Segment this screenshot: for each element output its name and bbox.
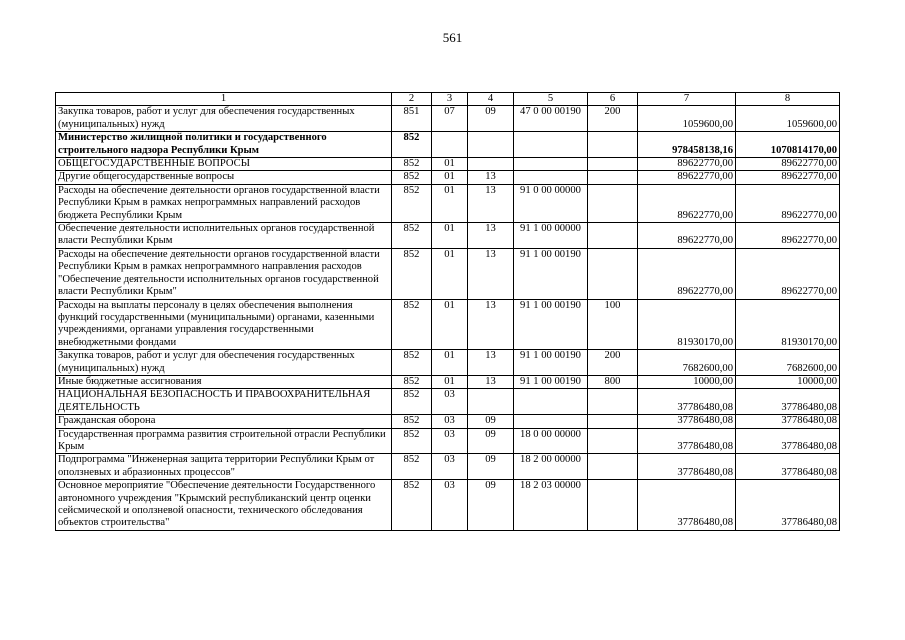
col7-amount-cell: 37786480,08 <box>638 389 736 415</box>
row-name-cell: НАЦИОНАЛЬНАЯ БЕЗОПАСНОСТЬ И ПРАВООХРАНИТЕЛЬНАЯ ДЕЯТЕЛЬНОСТЬ <box>56 389 392 415</box>
col4-cell: 13 <box>468 184 514 222</box>
row-name-cell: ОБЩЕГОСУДАРСТВЕННЫЕ ВОПРОСЫ <box>56 158 392 171</box>
col6-cell <box>588 454 638 480</box>
row-name-cell: Основное мероприятие "Обеспечение деятельности Государственного автономного учреждения "Крымский республиканский центр оценки сейсмической и оползневой опасности, технического обследования объектов строительства" <box>56 480 392 531</box>
col4-cell: 13 <box>468 350 514 376</box>
row-name-cell: Расходы на обеспечение деятельности органов государственной власти Республики Крым в рамках непрограммного направления расходов "Обеспечение деятельности исполнительных органов государственной власти Республики Крым" <box>56 248 392 299</box>
col5-cell: 18 2 03 00000 <box>514 480 588 531</box>
col7-amount-cell: 81930170,00 <box>638 299 736 350</box>
col2-cell: 852 <box>392 480 432 531</box>
col8-amount-cell: 37786480,08 <box>736 389 840 415</box>
col7-amount-cell: 89622770,00 <box>638 171 736 184</box>
table-row <box>56 223 840 249</box>
col7-amount-cell: 7682600,00 <box>638 350 736 376</box>
col7-amount-cell: 37786480,08 <box>638 415 736 428</box>
col6-cell: 200 <box>588 106 638 132</box>
col8-amount-cell: 89622770,00 <box>736 223 840 249</box>
col6-cell <box>588 171 638 184</box>
col4-cell <box>468 132 514 158</box>
col2-cell: 852 <box>392 158 432 171</box>
col4-cell: 09 <box>468 415 514 428</box>
col6-cell <box>588 480 638 531</box>
col2-cell: 852 <box>392 248 432 299</box>
col2-cell: 852 <box>392 132 432 158</box>
col4-cell <box>468 389 514 415</box>
row-name-cell: Другие общегосударственные вопросы <box>56 171 392 184</box>
col2-cell: 852 <box>392 350 432 376</box>
col6-cell: 200 <box>588 350 638 376</box>
col5-cell <box>514 415 588 428</box>
col3-cell <box>432 132 468 158</box>
col5-cell: 91 1 00 00190 <box>514 375 588 388</box>
table-row <box>56 454 840 480</box>
col6-cell: 100 <box>588 299 638 350</box>
row-name-cell: Иные бюджетные ассигнования <box>56 375 392 388</box>
col4-cell: 13 <box>468 248 514 299</box>
header-cell: 5 <box>514 93 588 106</box>
col3-cell: 01 <box>432 248 468 299</box>
header-cell: 4 <box>468 93 514 106</box>
row-name-cell: Гражданская оборона <box>56 415 392 428</box>
col4-cell: 13 <box>468 171 514 184</box>
col6-cell <box>588 389 638 415</box>
col7-amount-cell: 89622770,00 <box>638 158 736 171</box>
row-name-cell: Расходы на обеспечение деятельности органов государственной власти Республики Крым в рамках непрограммных направлений расходов бюджета Республики Крым <box>56 184 392 222</box>
table-row <box>56 248 840 299</box>
col7-amount-cell: 89622770,00 <box>638 248 736 299</box>
col5-cell <box>514 132 588 158</box>
col7-amount-cell: 37786480,08 <box>638 480 736 531</box>
col8-amount-cell: 89622770,00 <box>736 158 840 171</box>
table-row <box>56 480 840 531</box>
header-cell: 3 <box>432 93 468 106</box>
col4-cell: 09 <box>468 428 514 454</box>
col2-cell: 852 <box>392 299 432 350</box>
col6-cell <box>588 248 638 299</box>
col2-cell: 852 <box>392 375 432 388</box>
col4-cell: 09 <box>468 454 514 480</box>
row-name-cell: Обеспечение деятельности исполнительных органов государственной власти Республики Крым <box>56 223 392 249</box>
col2-cell: 852 <box>392 223 432 249</box>
col5-cell: 91 0 00 00000 <box>514 184 588 222</box>
table-row <box>56 299 840 350</box>
col4-cell: 13 <box>468 375 514 388</box>
col4-cell: 13 <box>468 223 514 249</box>
table-row <box>56 171 840 184</box>
page-number: 561 <box>442 30 463 45</box>
budget-table <box>55 92 840 531</box>
col6-cell <box>588 223 638 249</box>
col8-amount-cell: 37786480,08 <box>736 428 840 454</box>
table-row <box>56 158 840 171</box>
col4-cell: 13 <box>468 299 514 350</box>
col3-cell: 01 <box>432 171 468 184</box>
col8-amount-cell: 81930170,00 <box>736 299 840 350</box>
col3-cell: 03 <box>432 480 468 531</box>
col5-cell <box>514 158 588 171</box>
col3-cell: 01 <box>432 299 468 350</box>
col8-amount-cell: 10000,00 <box>736 375 840 388</box>
row-name-cell: Подпрограмма "Инженерная защита территории Республики Крым от оползневых и абразионных процессов" <box>56 454 392 480</box>
table-row <box>56 415 840 428</box>
col8-amount-cell: 89622770,00 <box>736 248 840 299</box>
header-cell: 2 <box>392 93 432 106</box>
col7-amount-cell: 1059600,00 <box>638 106 736 132</box>
col4-cell: 09 <box>468 480 514 531</box>
col8-amount-cell: 37786480,08 <box>736 480 840 531</box>
col5-cell: 47 0 00 00190 <box>514 106 588 132</box>
col3-cell: 01 <box>432 184 468 222</box>
col6-cell <box>588 158 638 171</box>
col7-amount-cell: 10000,00 <box>638 375 736 388</box>
col8-amount-cell: 1070814170,00 <box>736 132 840 158</box>
col2-cell: 852 <box>392 454 432 480</box>
col7-amount-cell: 37786480,08 <box>638 454 736 480</box>
col3-cell: 03 <box>432 428 468 454</box>
table-row <box>56 350 840 376</box>
col5-cell: 91 1 00 00190 <box>514 299 588 350</box>
col8-amount-cell: 7682600,00 <box>736 350 840 376</box>
col2-cell: 851 <box>392 106 432 132</box>
col2-cell: 852 <box>392 184 432 222</box>
table-row <box>56 389 840 415</box>
col7-amount-cell: 37786480,08 <box>638 428 736 454</box>
col5-cell <box>514 389 588 415</box>
col2-cell: 852 <box>392 415 432 428</box>
col2-cell: 852 <box>392 389 432 415</box>
col8-amount-cell: 89622770,00 <box>736 184 840 222</box>
col7-amount-cell: 89622770,00 <box>638 223 736 249</box>
col3-cell: 07 <box>432 106 468 132</box>
col4-cell <box>468 158 514 171</box>
col5-cell: 18 0 00 00000 <box>514 428 588 454</box>
col6-cell <box>588 132 638 158</box>
table-row <box>56 132 840 158</box>
col6-cell: 800 <box>588 375 638 388</box>
table-row <box>56 375 840 388</box>
table-row <box>56 106 840 132</box>
col3-cell: 01 <box>432 223 468 249</box>
row-name-cell: Расходы на выплаты персоналу в целях обеспечения выполнения функций государственными (муниципальными) органами, казенными учреждениями, органами управления государственными внебюджетными фондами <box>56 299 392 350</box>
header-cell: 7 <box>638 93 736 106</box>
col3-cell: 03 <box>432 454 468 480</box>
col2-cell: 852 <box>392 171 432 184</box>
header-cell: 8 <box>736 93 840 106</box>
table-row <box>56 428 840 454</box>
col5-cell <box>514 171 588 184</box>
col3-cell: 01 <box>432 158 468 171</box>
col3-cell: 01 <box>432 350 468 376</box>
header-cell: 1 <box>56 93 392 106</box>
header-row <box>56 93 840 106</box>
col4-cell: 09 <box>468 106 514 132</box>
col7-amount-cell: 978458138,16 <box>638 132 736 158</box>
header-cell: 6 <box>588 93 638 106</box>
table-row <box>56 184 840 222</box>
col2-cell: 852 <box>392 428 432 454</box>
row-name-cell: Закупка товаров, работ и услуг для обеспечения государственных (муниципальных) нужд <box>56 106 392 132</box>
row-name-cell: Закупка товаров, работ и услуг для обеспечения государственных (муниципальных) нужд <box>56 350 392 376</box>
row-name-cell: Государственная программа развития строительной отрасли Республики Крым <box>56 428 392 454</box>
col8-amount-cell: 37786480,08 <box>736 415 840 428</box>
col3-cell: 03 <box>432 415 468 428</box>
col6-cell <box>588 415 638 428</box>
col7-amount-cell: 89622770,00 <box>638 184 736 222</box>
col8-amount-cell: 89622770,00 <box>736 171 840 184</box>
col3-cell: 03 <box>432 389 468 415</box>
col8-amount-cell: 1059600,00 <box>736 106 840 132</box>
col3-cell: 01 <box>432 375 468 388</box>
col8-amount-cell: 37786480,08 <box>736 454 840 480</box>
col6-cell <box>588 428 638 454</box>
col5-cell: 18 2 00 00000 <box>514 454 588 480</box>
col5-cell: 91 1 00 00000 <box>514 223 588 249</box>
col6-cell <box>588 184 638 222</box>
col5-cell: 91 1 00 00190 <box>514 248 588 299</box>
col5-cell: 91 1 00 00190 <box>514 350 588 376</box>
row-name-cell: Министерство жилищной политики и государственного строительного надзора Республики Крым <box>56 132 392 158</box>
